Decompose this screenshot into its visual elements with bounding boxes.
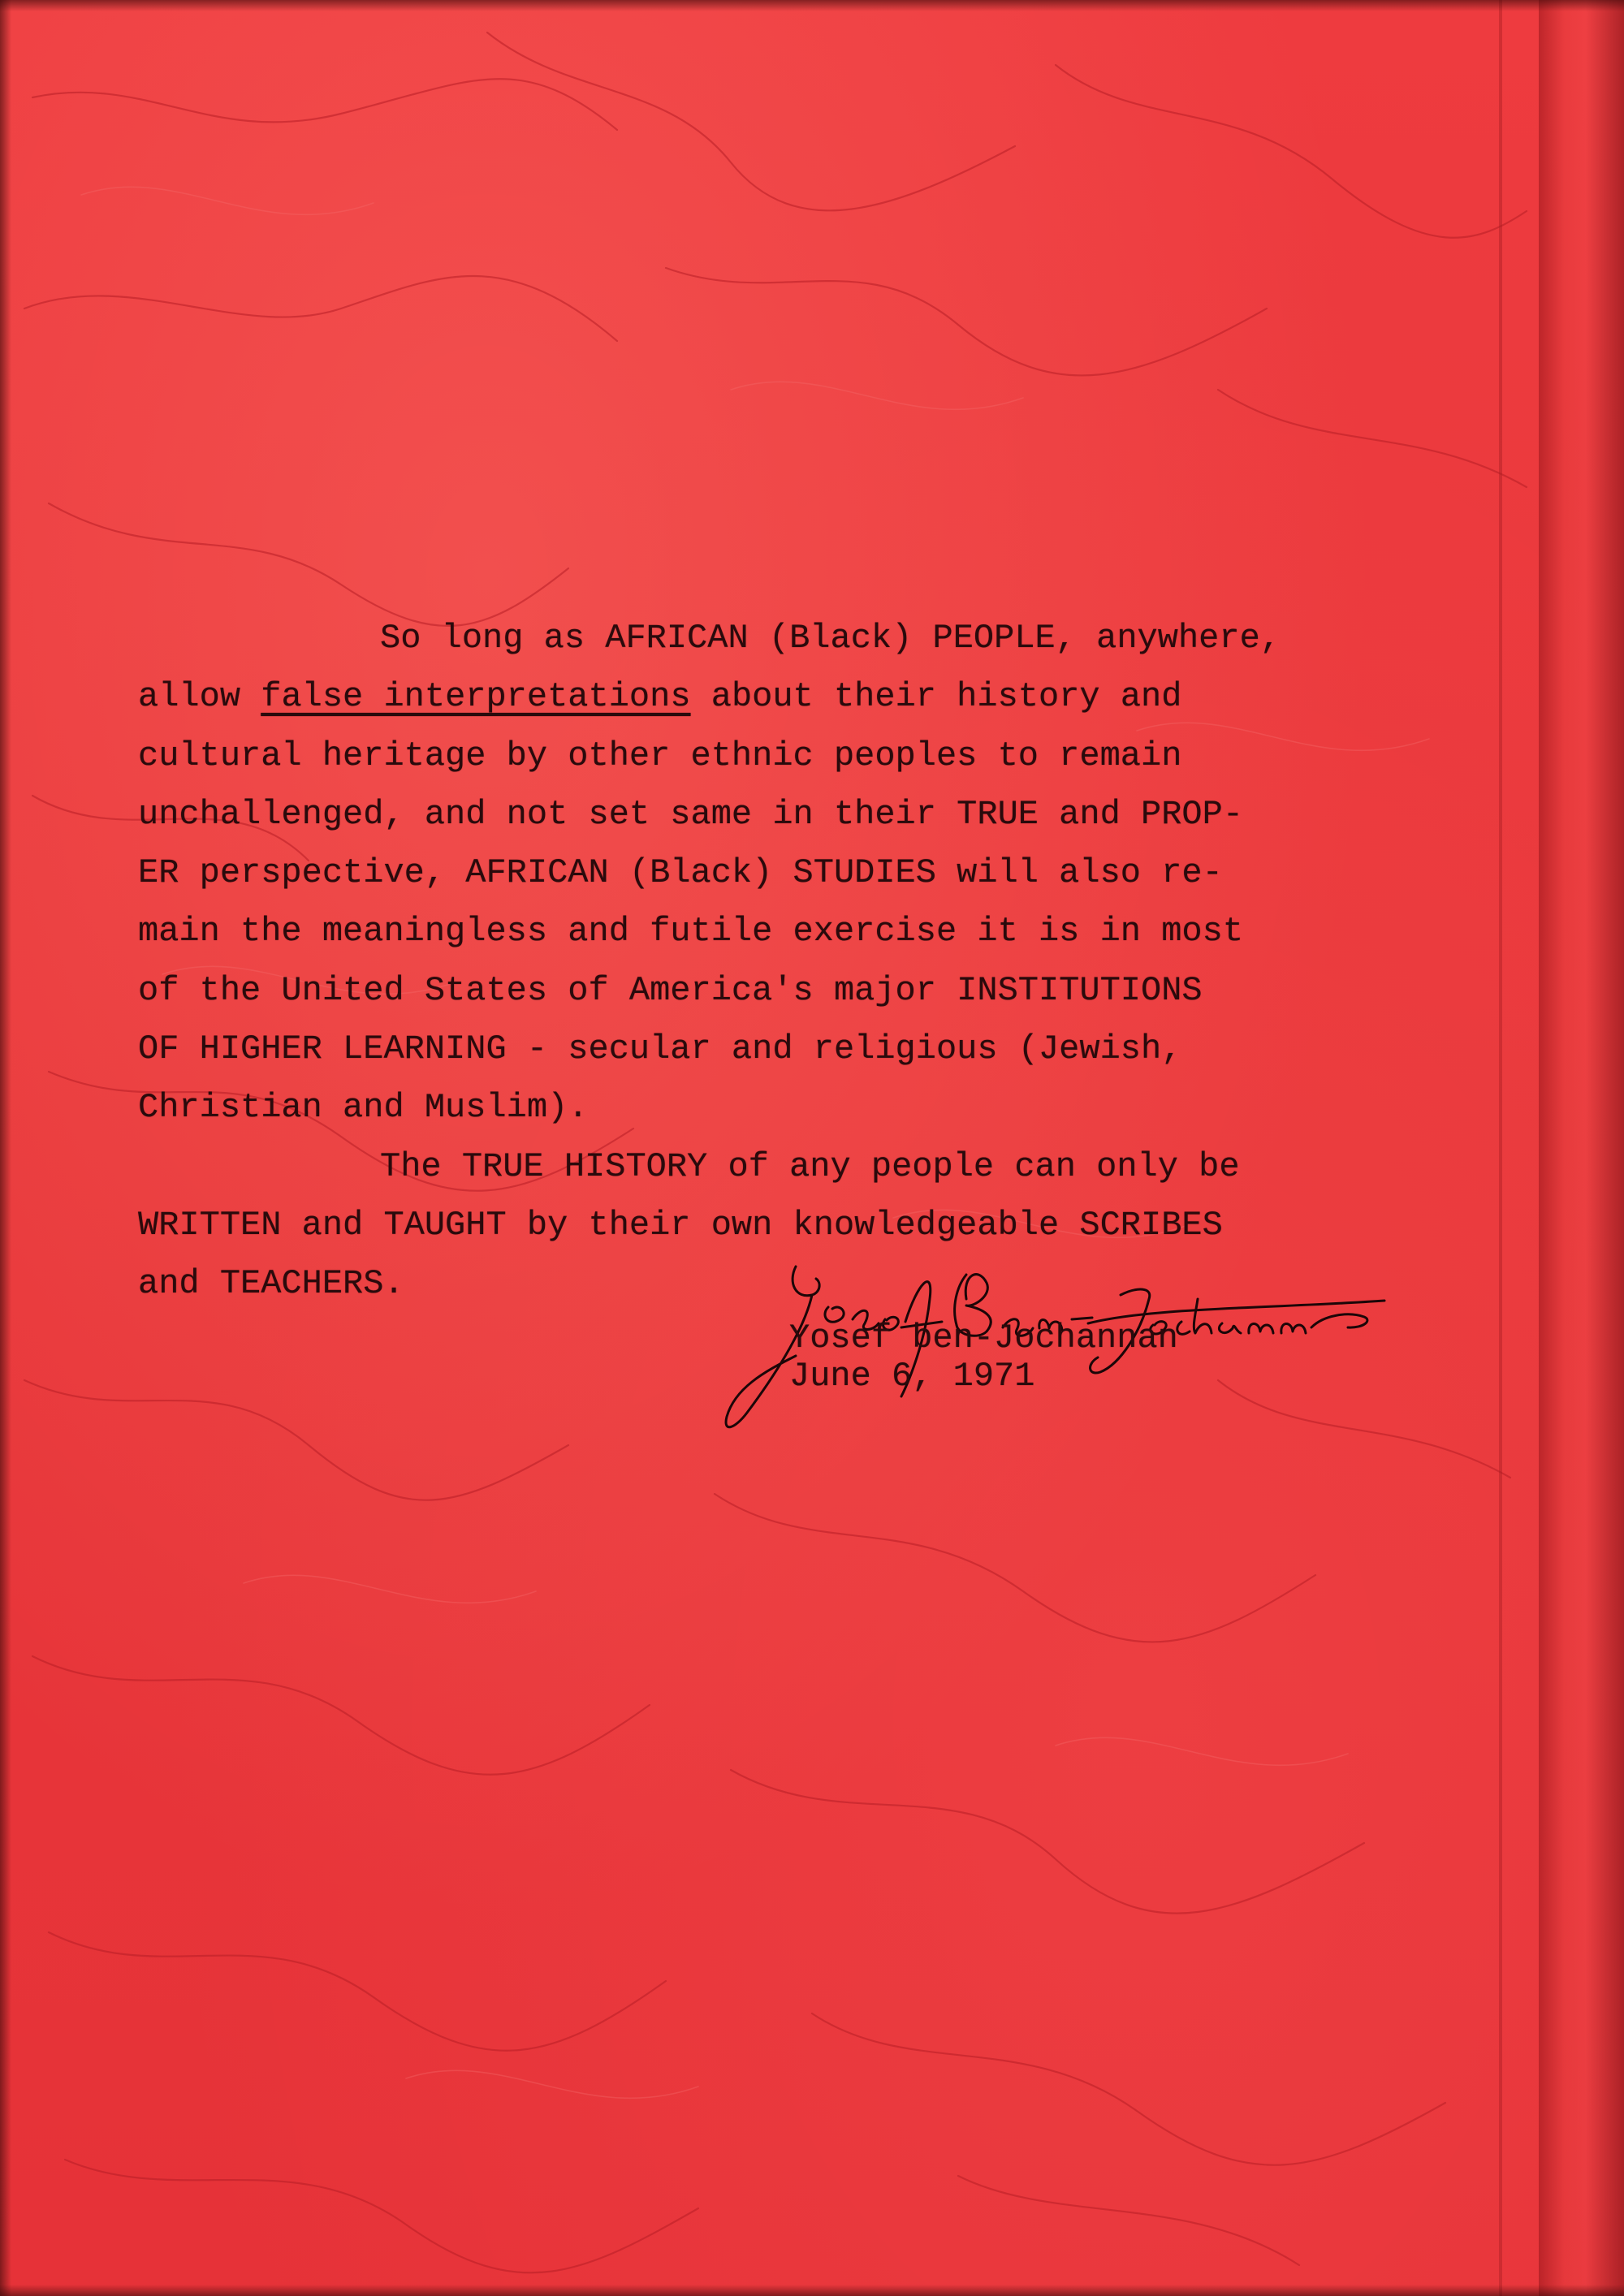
paragraph-2-line-1: The TRUE HISTORY of any people can only be — [380, 1146, 1240, 1186]
paragraph-2-line-3: and TEACHERS. — [138, 1264, 404, 1304]
edge-shadow-bottom — [0, 2285, 1624, 2296]
signature-date: June 6, 1971 — [789, 1357, 1035, 1396]
paragraph-1-line-3: cultural heritage by other ethnic peoples to remain — [138, 736, 1182, 775]
cover-statement — [138, 609, 1453, 1314]
paragraph-1-line-2 — [138, 667, 1453, 726]
underlined-phrase: false interpretations — [261, 677, 691, 717]
spine-edge — [1539, 0, 1624, 2296]
paragraph-1-line-8: OF HIGHER LEARNING - secular and religious (Jewish, — [138, 1029, 1182, 1069]
paragraph-2-line-2: WRITTEN and TAUGHT by their own knowledgeable SCRIBES — [138, 1205, 1223, 1245]
spine-crease — [1499, 0, 1502, 2296]
paragraph-1-line-5: ER perspective, AFRICAN (Black) STUDIES will also re- — [138, 853, 1223, 893]
paragraph-1-line-2-end: about their history and — [690, 677, 1182, 717]
paragraph-1-line-6: main the meaningless and futile exercise it is in most — [138, 912, 1244, 952]
typed-author-name: Yosef ben-Jochannan — [789, 1318, 1178, 1357]
edge-shadow-top — [0, 0, 1624, 11]
edge-shadow-left — [0, 0, 11, 2296]
paragraph-1-line-2-start: allow — [138, 677, 261, 717]
paragraph-1-line-9: Christian and Muslim). — [138, 1088, 589, 1128]
paragraph-1-line-7: of the United States of America's major INSTITUTIONS — [138, 970, 1203, 1010]
paragraph-1-line-1: So long as AFRICAN (Black) PEOPLE, anywhere, — [380, 619, 1281, 658]
paragraph-1-line-4: unchallenged, and not set same in their TRUE and PROP- — [138, 794, 1244, 834]
signature-block — [789, 1319, 1178, 1396]
